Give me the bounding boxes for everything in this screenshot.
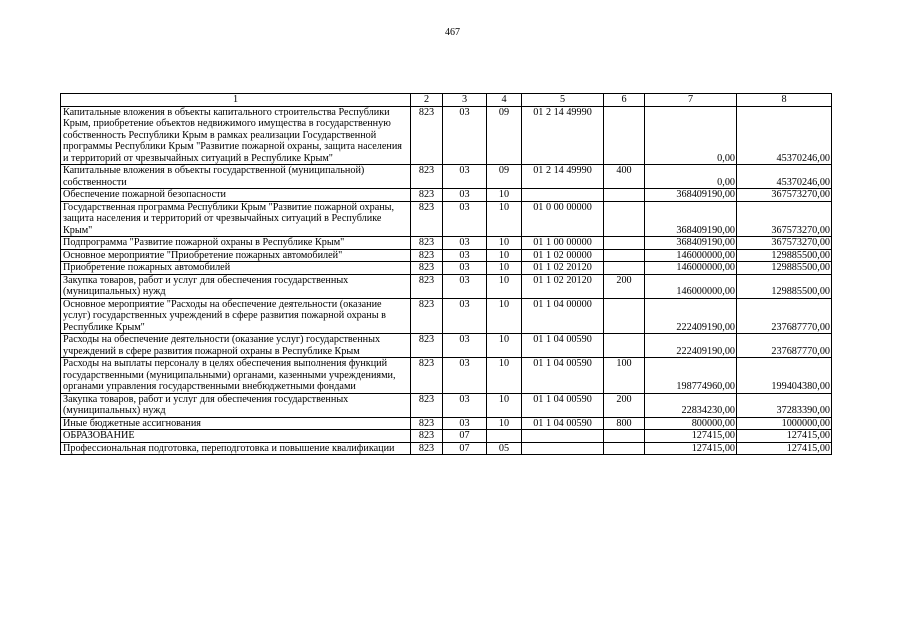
amount-year-1: 22834230,00 [645,393,737,417]
budget-table [60,93,832,455]
amount-year-1: 222409190,00 [645,334,737,358]
target-article-code [522,189,604,202]
amount-year-1: 127415,00 [645,430,737,443]
table-row [61,237,832,250]
row-name: ОБРАЗОВАНИЕ [61,430,411,443]
expense-type-code: 100 [604,358,645,394]
subsection-code: 09 [487,106,522,165]
column-header: 4 [487,94,522,107]
target-article-code: 01 1 02 20120 [522,274,604,298]
column-header: 8 [737,94,832,107]
section-code: 03 [443,106,487,165]
ministry-code: 823 [411,249,443,262]
amount-year-1: 198774960,00 [645,358,737,394]
row-name: Капитальные вложения в объекты капитального строительства Республики Крым, приобретение объектов недвижимого имущества в государственную собственность Республики Крым в рамках реализации Государственной программы Республики Крым "Развитие пожарной охраны, защита населения и территорий от чрезвычайных ситуаций в Республике Крым" [61,106,411,165]
amount-year-1: 368409190,00 [645,237,737,250]
expense-type-code [604,237,645,250]
amount-year-1: 368409190,00 [645,201,737,237]
section-code: 03 [443,165,487,189]
section-code: 03 [443,237,487,250]
target-article-code: 01 1 04 00590 [522,393,604,417]
ministry-code: 823 [411,442,443,455]
row-name: Капитальные вложения в объекты государственной (муниципальной) собственности [61,165,411,189]
row-name: Иные бюджетные ассигнования [61,417,411,430]
target-article-code: 01 2 14 49990 [522,106,604,165]
column-header: 3 [443,94,487,107]
table-row [61,106,832,165]
amount-year-2: 127415,00 [737,442,832,455]
ministry-code: 823 [411,165,443,189]
amount-year-1: 0,00 [645,165,737,189]
amount-year-2: 129885500,00 [737,262,832,275]
table-row [61,165,832,189]
subsection-code: 10 [487,249,522,262]
table-row [61,430,832,443]
amount-year-1: 146000000,00 [645,274,737,298]
expense-type-code: 400 [604,165,645,189]
amount-year-2: 367573270,00 [737,201,832,237]
subsection-code: 10 [487,358,522,394]
ministry-code: 823 [411,237,443,250]
expense-type-code [604,201,645,237]
target-article-code: 01 1 04 00590 [522,417,604,430]
subsection-code: 10 [487,393,522,417]
subsection-code [487,430,522,443]
expense-type-code [604,298,645,334]
subsection-code: 09 [487,165,522,189]
amount-year-1: 127415,00 [645,442,737,455]
target-article-code [522,430,604,443]
subsection-code: 05 [487,442,522,455]
target-article-code: 01 1 04 00000 [522,298,604,334]
table-row [61,189,832,202]
row-name: Подпрограмма "Развитие пожарной охраны в Республике Крым" [61,237,411,250]
section-code: 03 [443,262,487,275]
amount-year-2: 367573270,00 [737,237,832,250]
header-row [61,94,832,107]
section-code: 07 [443,442,487,455]
expense-type-code [604,442,645,455]
expense-type-code: 200 [604,274,645,298]
row-name: Основное мероприятие "Расходы на обеспечение деятельности (оказание услуг) государственных учреждений в сфере развития пожарной охраны в Республике Крым" [61,298,411,334]
expense-type-code [604,430,645,443]
target-article-code: 01 0 00 00000 [522,201,604,237]
expense-type-code: 800 [604,417,645,430]
table-row [61,262,832,275]
target-article-code: 01 1 04 00590 [522,334,604,358]
target-article-code: 01 1 02 00000 [522,249,604,262]
subsection-code: 10 [487,262,522,275]
amount-year-2: 37283390,00 [737,393,832,417]
row-name: Основное мероприятие "Приобретение пожарных автомобилей" [61,249,411,262]
amount-year-1: 146000000,00 [645,249,737,262]
table-row [61,249,832,262]
subsection-code: 10 [487,201,522,237]
section-code: 03 [443,417,487,430]
section-code: 03 [443,358,487,394]
ministry-code: 823 [411,298,443,334]
row-name: Приобретение пожарных автомобилей [61,262,411,275]
expense-type-code: 200 [604,393,645,417]
amount-year-2: 127415,00 [737,430,832,443]
page-number: 467 [445,27,460,38]
table-row [61,393,832,417]
section-code: 03 [443,298,487,334]
amount-year-1: 222409190,00 [645,298,737,334]
ministry-code: 823 [411,189,443,202]
row-name: Государственная программа Республики Крым "Развитие пожарной охраны, защита населения и территорий от чрезвычайных ситуаций в Республике Крым" [61,201,411,237]
ministry-code: 823 [411,334,443,358]
expense-type-code [604,106,645,165]
table-row [61,201,832,237]
table-row [61,417,832,430]
amount-year-2: 129885500,00 [737,274,832,298]
amount-year-2: 45370246,00 [737,106,832,165]
table-row [61,358,832,394]
amount-year-2: 367573270,00 [737,189,832,202]
amount-year-2: 129885500,00 [737,249,832,262]
amount-year-1: 146000000,00 [645,262,737,275]
expense-type-code [604,334,645,358]
subsection-code: 10 [487,334,522,358]
target-article-code [522,442,604,455]
target-article-code: 01 1 04 00590 [522,358,604,394]
expense-type-code [604,262,645,275]
subsection-code: 10 [487,298,522,334]
ministry-code: 823 [411,262,443,275]
section-code: 03 [443,189,487,202]
row-name: Обеспечение пожарной безопасности [61,189,411,202]
expense-type-code [604,249,645,262]
column-header: 5 [522,94,604,107]
column-header: 7 [645,94,737,107]
amount-year-1: 0,00 [645,106,737,165]
target-article-code: 01 2 14 49990 [522,165,604,189]
ministry-code: 823 [411,201,443,237]
ministry-code: 823 [411,358,443,394]
amount-year-2: 237687770,00 [737,298,832,334]
section-code: 03 [443,274,487,298]
subsection-code: 10 [487,274,522,298]
row-name: Закупка товаров, работ и услуг для обеспечения государственных (муниципальных) нужд [61,393,411,417]
amount-year-2: 1000000,00 [737,417,832,430]
ministry-code: 823 [411,417,443,430]
subsection-code: 10 [487,417,522,430]
target-article-code: 01 1 02 20120 [522,262,604,275]
ministry-code: 823 [411,274,443,298]
row-name: Профессиональная подготовка, переподготовка и повышение квалификации [61,442,411,455]
subsection-code: 10 [487,237,522,250]
column-header: 2 [411,94,443,107]
amount-year-1: 368409190,00 [645,189,737,202]
section-code: 03 [443,249,487,262]
amount-year-2: 45370246,00 [737,165,832,189]
section-code: 03 [443,201,487,237]
amount-year-2: 199404380,00 [737,358,832,394]
row-name: Расходы на обеспечение деятельности (оказание услуг) государственных учреждений в сфере развития пожарной охраны в Республике Крым [61,334,411,358]
column-header: 1 [61,94,411,107]
section-code: 03 [443,393,487,417]
table-row [61,334,832,358]
table-row [61,298,832,334]
amount-year-2: 237687770,00 [737,334,832,358]
ministry-code: 823 [411,393,443,417]
ministry-code: 823 [411,106,443,165]
table-row [61,274,832,298]
table-row [61,442,832,455]
section-code: 07 [443,430,487,443]
amount-year-1: 800000,00 [645,417,737,430]
subsection-code: 10 [487,189,522,202]
section-code: 03 [443,334,487,358]
target-article-code: 01 1 00 00000 [522,237,604,250]
column-header: 6 [604,94,645,107]
expense-type-code [604,189,645,202]
row-name: Закупка товаров, работ и услуг для обеспечения государственных (муниципальных) нужд [61,274,411,298]
row-name: Расходы на выплаты персоналу в целях обеспечения выполнения функций государственными (муниципальными) органами, казенными учреждениями, органами управления государственными внебюджетными фондами [61,358,411,394]
ministry-code: 823 [411,430,443,443]
